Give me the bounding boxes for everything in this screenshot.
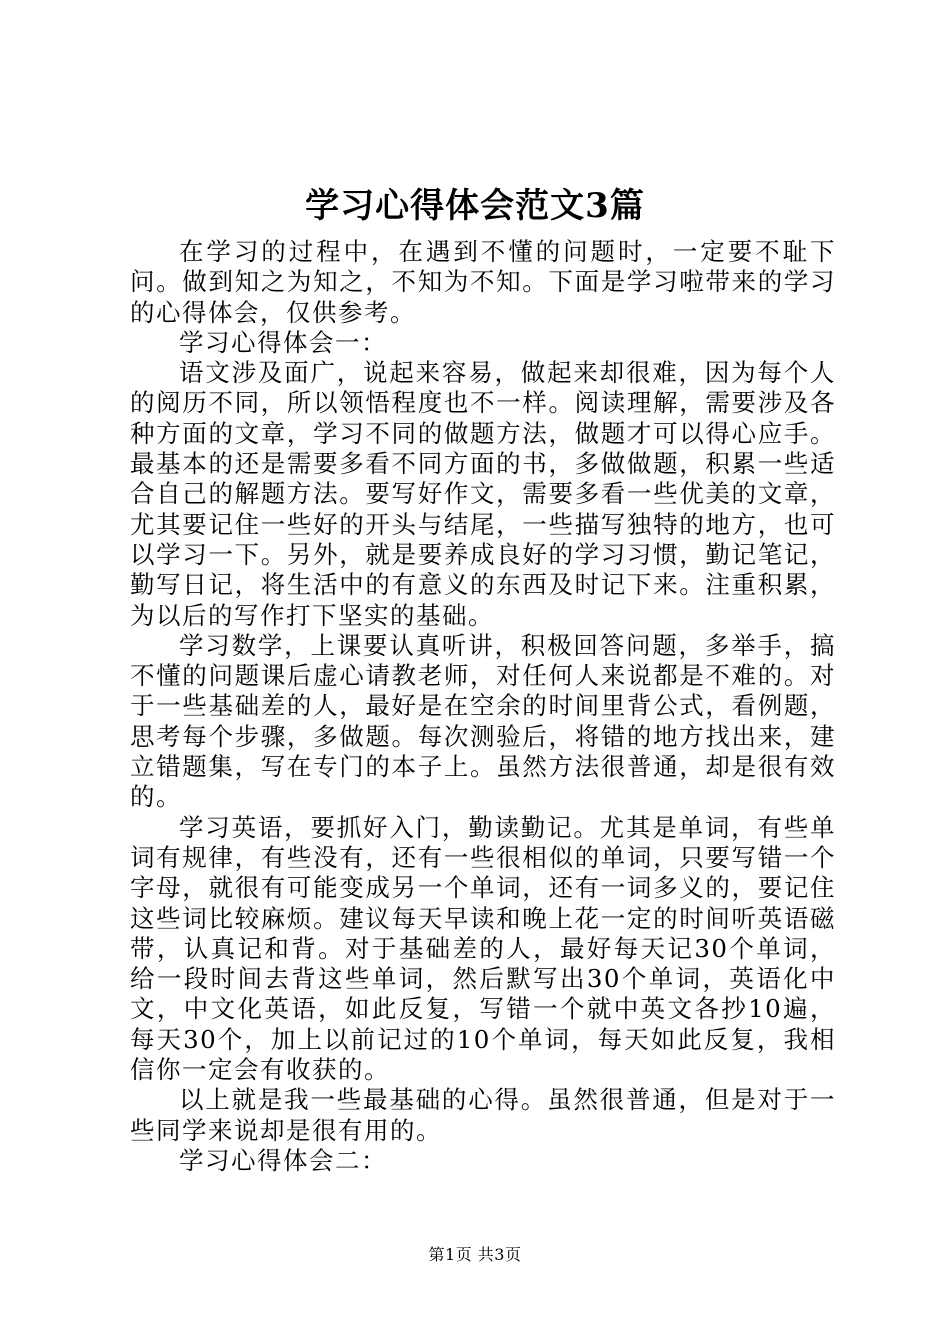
document-body — [130, 237, 836, 1176]
summary-paragraph: 以上就是我一些最基础的心得。虽然很普通，但是对于一些同学来说却是很有用的。 — [130, 1085, 836, 1145]
english-paragraph: 学习英语，要抓好入门，勤读勤记。尤其是单词，有些单词有规律，有些没有，还有一些很相似的单词，只要写错一个字母，就很有可能变成另一个单词，还有一词多义的，要记住这些词比较麻烦。建议每天早读和晚上花一定的时间听英语磁带，认真记和背。对于基础差的人，最好每天记30个单词，给一段时间去背这些单词，然后默写出30个单词，英语化中文，中文化英语，如此反复，写错一个就中英文各抄10遍，每天30个，加上以前记过的10个单词，每天如此反复，我相信你一定会有收获的。 — [130, 812, 836, 1085]
page-footer: 第1页 共3页 — [428, 1245, 522, 1264]
section-heading-one: 学习心得体会一： — [179, 327, 387, 357]
intro-paragraph: 在学习的过程中，在遇到不懂的问题时，一定要不耻下问。做到知之为知之，不知为不知。下面是学习啦带来的学习的心得体会，仅供参考。 — [130, 237, 836, 327]
document-title: 学习心得体会范文3篇 — [305, 186, 645, 226]
section-heading-two: 学习心得体会二： — [179, 1145, 387, 1175]
chinese-paragraph: 语文涉及面广，说起来容易，做起来却很难，因为每个人的阅历不同，所以领悟程度也不一样。阅读理解，需要涉及各种方面的文章，学习不同的做题方法，做题才可以得心应手。最基本的还是需要多看不同方面的书，多做做题，积累一些适合自己的解题方法。要写好作文，需要多看一些优美的文章，尤其要记住一些好的开头与结尾，一些描写独特的地方，也可以学习一下。另外，就是要养成良好的学习习惯，勤记笔记，勤写日记，将生活中的有意义的东西及时记下来。注重积累，为以后的写作打下坚实的基础。 — [130, 358, 836, 630]
math-paragraph: 学习数学，上课要认真听讲，积极回答问题，多举手，搞不懂的问题课后虚心请教老师，对任何人来说都是不难的。对于一些基础差的人，最好是在空余的时间里背公式，看例题，思考每个步骤，多做题。每次测验后，将错的地方找出来，建立错题集，写在专门的本子上。虽然方法很普通，却是很有效的。 — [130, 630, 836, 812]
